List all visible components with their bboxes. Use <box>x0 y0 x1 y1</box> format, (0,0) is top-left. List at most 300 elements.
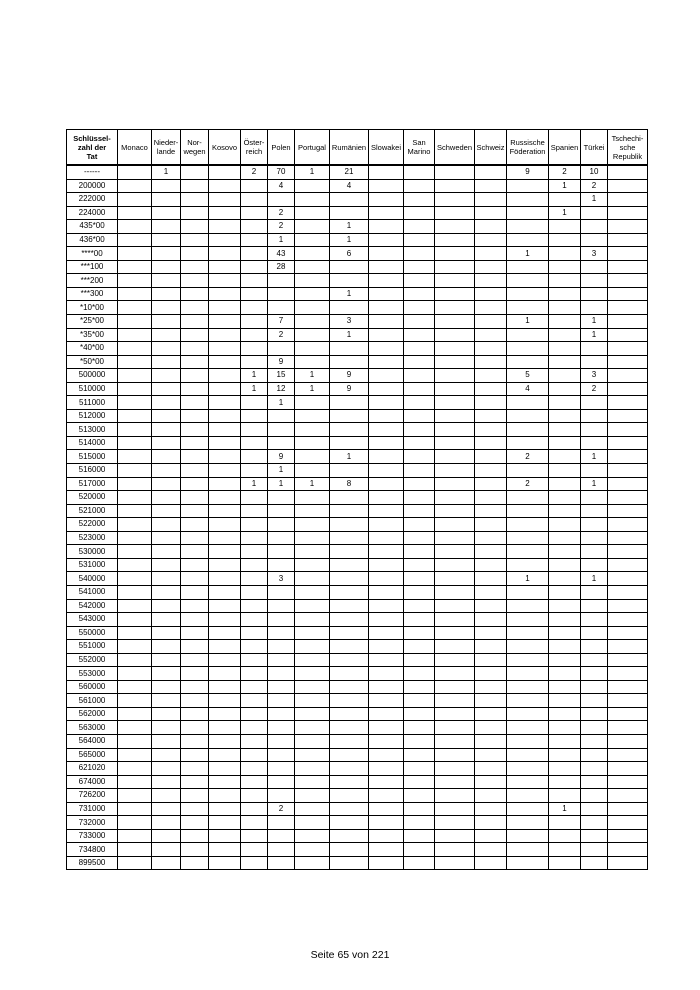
table-cell <box>475 206 507 220</box>
table-cell <box>209 829 241 843</box>
table-cell <box>608 816 648 830</box>
table-cell <box>608 545 648 559</box>
table-cell <box>209 315 241 329</box>
table-row <box>67 436 648 450</box>
table-cell <box>507 653 549 667</box>
row-key-cell: 561000 <box>67 694 118 708</box>
page-number: Seite 65 von 221 <box>310 949 390 961</box>
table-cell <box>152 220 181 234</box>
table-cell <box>369 301 404 315</box>
table-cell <box>549 640 581 654</box>
table-cell: 1 <box>507 315 549 329</box>
row-key-cell: ***300 <box>67 287 118 301</box>
table-cell <box>152 233 181 247</box>
table-cell <box>152 829 181 843</box>
table-cell: 9 <box>268 450 295 464</box>
table-cell <box>581 599 608 613</box>
table-cell <box>507 843 549 857</box>
table-cell <box>181 545 209 559</box>
table-cell <box>295 789 330 803</box>
table-cell: 1 <box>507 572 549 586</box>
table-cell: 4 <box>507 382 549 396</box>
table-cell <box>475 287 507 301</box>
table-cell <box>369 585 404 599</box>
table-cell <box>435 640 475 654</box>
table-cell <box>475 585 507 599</box>
table-cell <box>241 626 268 640</box>
table-cell <box>581 491 608 505</box>
table-cell <box>435 680 475 694</box>
table-cell: 1 <box>241 369 268 383</box>
table-row <box>67 477 648 491</box>
table-cell <box>181 613 209 627</box>
row-key-cell: 222000 <box>67 193 118 207</box>
table-cell <box>404 775 435 789</box>
table-cell <box>549 193 581 207</box>
table-header <box>67 130 648 166</box>
table-cell <box>209 680 241 694</box>
table-row <box>67 165 648 179</box>
table-cell <box>549 477 581 491</box>
table-cell <box>330 423 369 437</box>
table-row <box>67 423 648 437</box>
column-header: Rumänien <box>330 130 369 166</box>
table-cell <box>475 233 507 247</box>
table-cell <box>152 721 181 735</box>
table-cell <box>475 464 507 478</box>
row-key-cell: 514000 <box>67 436 118 450</box>
table-cell <box>241 640 268 654</box>
table-cell <box>369 613 404 627</box>
table-cell <box>241 220 268 234</box>
table-cell <box>181 653 209 667</box>
table-cell <box>268 518 295 532</box>
table-cell <box>330 680 369 694</box>
table-cell: 15 <box>268 369 295 383</box>
table-cell: 2 <box>581 179 608 193</box>
table-cell <box>118 558 152 572</box>
table-cell: 1 <box>330 220 369 234</box>
table-cell <box>181 193 209 207</box>
table-cell <box>404 409 435 423</box>
table-cell <box>330 856 369 870</box>
table-cell <box>608 342 648 356</box>
table-cell <box>608 748 648 762</box>
table-cell <box>475 640 507 654</box>
table-cell <box>581 287 608 301</box>
column-header: Portugal <box>295 130 330 166</box>
table-cell <box>549 260 581 274</box>
table-cell <box>241 247 268 261</box>
table-cell <box>118 382 152 396</box>
table-row <box>67 856 648 870</box>
table-cell <box>330 789 369 803</box>
table-cell <box>369 504 404 518</box>
table-cell <box>181 179 209 193</box>
table-cell: 2 <box>268 802 295 816</box>
table-cell <box>118 274 152 288</box>
table-cell <box>475 315 507 329</box>
table-cell <box>608 165 648 179</box>
table-cell <box>608 301 648 315</box>
table-cell <box>241 450 268 464</box>
table-row <box>67 260 648 274</box>
table-cell <box>181 504 209 518</box>
table-cell <box>608 477 648 491</box>
row-key-cell: 552000 <box>67 653 118 667</box>
table-cell <box>152 545 181 559</box>
table-cell <box>475 328 507 342</box>
table-cell <box>241 342 268 356</box>
table-cell <box>608 762 648 776</box>
table-cell <box>241 748 268 762</box>
table-cell <box>369 342 404 356</box>
table-cell <box>241 193 268 207</box>
table-cell: 1 <box>268 477 295 491</box>
table-cell <box>404 260 435 274</box>
table-cell <box>549 342 581 356</box>
table-cell <box>369 315 404 329</box>
table-cell <box>404 721 435 735</box>
table-cell: 10 <box>581 165 608 179</box>
table-cell <box>507 721 549 735</box>
table-cell <box>581 585 608 599</box>
table-cell <box>209 626 241 640</box>
table-cell <box>369 233 404 247</box>
table-cell <box>369 193 404 207</box>
row-key-cell: 542000 <box>67 599 118 613</box>
table-cell: 3 <box>268 572 295 586</box>
table-cell <box>268 707 295 721</box>
table-cell <box>181 775 209 789</box>
table-cell <box>475 165 507 179</box>
table-cell <box>549 233 581 247</box>
table-cell <box>118 193 152 207</box>
table-cell <box>369 220 404 234</box>
table-cell <box>295 464 330 478</box>
table-cell: 3 <box>581 369 608 383</box>
table-cell <box>435 816 475 830</box>
table-cell: 1 <box>549 179 581 193</box>
table-row <box>67 721 648 735</box>
table-cell <box>295 301 330 315</box>
table-cell <box>330 464 369 478</box>
table-cell <box>118 667 152 681</box>
table-cell <box>369 179 404 193</box>
table-cell <box>608 396 648 410</box>
table-cell <box>181 585 209 599</box>
table-cell <box>608 315 648 329</box>
table-cell <box>268 287 295 301</box>
table-cell <box>330 802 369 816</box>
table-cell <box>209 328 241 342</box>
table-cell <box>295 220 330 234</box>
table-cell <box>549 301 581 315</box>
table-cell <box>435 829 475 843</box>
table-cell <box>475 667 507 681</box>
table-cell <box>295 193 330 207</box>
table-cell <box>369 531 404 545</box>
table-cell <box>241 287 268 301</box>
table-cell <box>181 165 209 179</box>
table-cell: 7 <box>268 315 295 329</box>
table-row <box>67 328 648 342</box>
table-cell <box>369 748 404 762</box>
table-cell <box>209 464 241 478</box>
table-cell <box>435 721 475 735</box>
table-cell: 1 <box>581 450 608 464</box>
table-cell <box>507 464 549 478</box>
table-cell <box>549 585 581 599</box>
table-cell <box>435 247 475 261</box>
row-key-cell: 515000 <box>67 450 118 464</box>
table-cell <box>608 680 648 694</box>
table-cell <box>295 342 330 356</box>
table-cell <box>209 613 241 627</box>
table-cell <box>268 423 295 437</box>
table-cell <box>268 762 295 776</box>
table-cell <box>435 301 475 315</box>
table-row <box>67 545 648 559</box>
table-cell <box>608 260 648 274</box>
table-cell <box>369 843 404 857</box>
table-cell <box>608 721 648 735</box>
table-cell <box>507 328 549 342</box>
table-cell <box>118 247 152 261</box>
table-cell <box>507 816 549 830</box>
table-cell <box>268 680 295 694</box>
table-cell <box>330 396 369 410</box>
table-cell <box>209 220 241 234</box>
row-key-cell: 521000 <box>67 504 118 518</box>
table-cell <box>295 355 330 369</box>
table-cell <box>507 274 549 288</box>
table-cell <box>152 856 181 870</box>
table-cell <box>404 287 435 301</box>
table-cell <box>581 396 608 410</box>
table-cell <box>581 274 608 288</box>
table-cell <box>475 477 507 491</box>
table-cell <box>241 301 268 315</box>
table-cell <box>369 518 404 532</box>
table-cell <box>181 206 209 220</box>
table-cell <box>369 477 404 491</box>
table-cell <box>118 355 152 369</box>
table-cell: 43 <box>268 247 295 261</box>
table-cell <box>295 504 330 518</box>
table-cell <box>475 531 507 545</box>
table-cell <box>475 626 507 640</box>
table-row <box>67 572 648 586</box>
table-cell <box>241 667 268 681</box>
table-cell <box>581 680 608 694</box>
table-cell <box>268 193 295 207</box>
table-cell <box>475 260 507 274</box>
table-cell <box>118 206 152 220</box>
table-row <box>67 491 648 505</box>
table-cell <box>118 843 152 857</box>
table-cell <box>581 762 608 776</box>
table-cell <box>241 423 268 437</box>
table-cell <box>475 802 507 816</box>
column-header: Monaco <box>118 130 152 166</box>
table-cell <box>549 491 581 505</box>
table-row <box>67 369 648 383</box>
row-key-cell: *35*00 <box>67 328 118 342</box>
table-cell <box>181 233 209 247</box>
table-cell <box>369 260 404 274</box>
table-cell <box>268 599 295 613</box>
table-cell <box>507 206 549 220</box>
row-key-cell: 500000 <box>67 369 118 383</box>
table-cell <box>241 315 268 329</box>
table-cell <box>209 518 241 532</box>
table-cell <box>330 667 369 681</box>
table-cell <box>152 355 181 369</box>
table-cell <box>404 355 435 369</box>
table-cell <box>268 816 295 830</box>
table-cell <box>507 613 549 627</box>
row-key-cell: 511000 <box>67 396 118 410</box>
table-cell <box>404 220 435 234</box>
table-cell <box>581 843 608 857</box>
table-cell <box>209 694 241 708</box>
table-cell <box>241 504 268 518</box>
table-cell <box>152 247 181 261</box>
table-cell: 1 <box>295 477 330 491</box>
table-cell <box>435 233 475 247</box>
table-cell <box>581 667 608 681</box>
table-cell: 9 <box>268 355 295 369</box>
table-cell <box>181 355 209 369</box>
table-cell <box>435 531 475 545</box>
table-cell <box>369 816 404 830</box>
table-cell <box>549 531 581 545</box>
table-cell <box>581 260 608 274</box>
table-cell <box>369 409 404 423</box>
table-cell <box>404 342 435 356</box>
table-cell <box>209 436 241 450</box>
table-cell <box>369 464 404 478</box>
table-cell <box>608 531 648 545</box>
table-cell <box>330 613 369 627</box>
column-header: Spanien <box>549 130 581 166</box>
table-cell <box>608 491 648 505</box>
table-cell <box>152 613 181 627</box>
table-cell <box>549 613 581 627</box>
table-cell <box>330 640 369 654</box>
table-cell: 1 <box>549 206 581 220</box>
row-key-cell: 543000 <box>67 613 118 627</box>
table-cell <box>209 396 241 410</box>
table-cell <box>118 369 152 383</box>
table-cell <box>608 694 648 708</box>
table-cell: 5 <box>507 369 549 383</box>
table-cell <box>268 342 295 356</box>
table-cell <box>295 206 330 220</box>
table-row <box>67 531 648 545</box>
table-cell <box>549 707 581 721</box>
table-cell <box>152 802 181 816</box>
table-cell <box>118 287 152 301</box>
table-cell <box>241 464 268 478</box>
table-cell <box>507 802 549 816</box>
table-cell <box>435 328 475 342</box>
table-cell <box>295 599 330 613</box>
table-cell <box>295 802 330 816</box>
table-cell <box>152 707 181 721</box>
table-cell <box>475 409 507 423</box>
table-row <box>67 707 648 721</box>
table-cell <box>209 572 241 586</box>
table-cell <box>435 179 475 193</box>
table-cell <box>475 436 507 450</box>
table-cell <box>118 707 152 721</box>
table-cell <box>608 328 648 342</box>
table-cell <box>549 287 581 301</box>
table-cell <box>295 856 330 870</box>
table-cell <box>404 558 435 572</box>
table-row <box>67 464 648 478</box>
table-cell <box>152 206 181 220</box>
table-cell <box>181 220 209 234</box>
table-cell <box>435 802 475 816</box>
table-cell <box>330 409 369 423</box>
row-key-cell: 564000 <box>67 734 118 748</box>
table-cell <box>404 518 435 532</box>
table-cell <box>295 748 330 762</box>
table-cell <box>369 653 404 667</box>
table-cell <box>507 599 549 613</box>
table-cell <box>475 653 507 667</box>
table-cell <box>330 301 369 315</box>
table-cell <box>404 491 435 505</box>
table-cell <box>295 775 330 789</box>
table-cell <box>118 409 152 423</box>
table-cell <box>608 734 648 748</box>
table-cell <box>241 680 268 694</box>
column-header: Polen <box>268 130 295 166</box>
table-cell <box>330 748 369 762</box>
table-cell <box>152 640 181 654</box>
table-cell <box>369 856 404 870</box>
table-cell <box>181 802 209 816</box>
table-cell <box>118 829 152 843</box>
table-cell <box>241 436 268 450</box>
table-cell: 8 <box>330 477 369 491</box>
table-cell: 1 <box>581 572 608 586</box>
table-cell <box>330 491 369 505</box>
table-cell <box>581 233 608 247</box>
table-cell <box>581 206 608 220</box>
table-cell <box>330 342 369 356</box>
table-cell <box>608 423 648 437</box>
table-cell <box>608 572 648 586</box>
row-key-cell: ***100 <box>67 260 118 274</box>
table-cell <box>475 734 507 748</box>
table-cell <box>118 640 152 654</box>
table-cell <box>209 179 241 193</box>
table-cell <box>581 734 608 748</box>
table-cell <box>152 491 181 505</box>
table-cell <box>295 721 330 735</box>
table-cell <box>608 450 648 464</box>
table-cell <box>330 193 369 207</box>
row-key-cell: 517000 <box>67 477 118 491</box>
table-cell <box>435 409 475 423</box>
table-cell <box>404 206 435 220</box>
table-cell: 9 <box>330 382 369 396</box>
